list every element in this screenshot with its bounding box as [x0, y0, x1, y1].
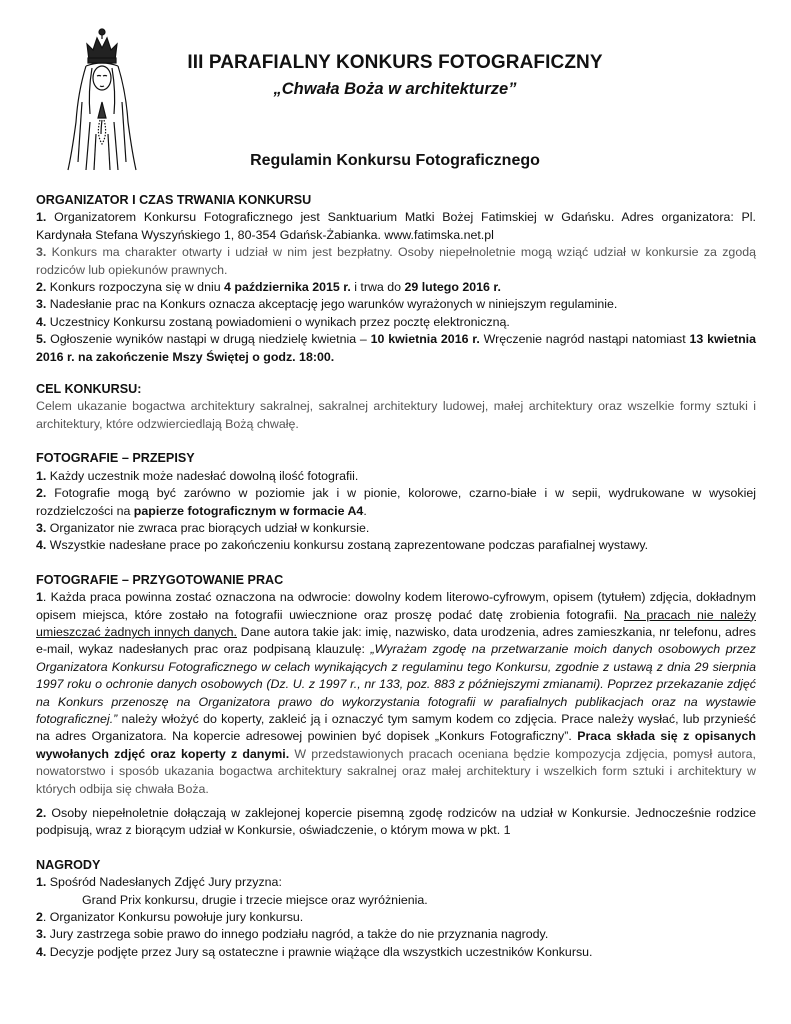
results-date: 10 kwietnia 2016 r.	[370, 332, 480, 347]
point-text: .	[363, 503, 367, 518]
consent-clause: „Wyrażam zgodę na przetwarzanie moich danych osobowych przez Organizatora Konkursu Fotograficznego w celach wynikających z regulaminu tego Konkursu, zgodnie z ustawą z dnia 29 sierpnia 1997 roku o ochronie danych osobowych (Dz. U. z 1997 r., nr 133, poz. 883 z późniejszymi zmianami). Poprzez przekazanie zdjęć na Konkurs przenoszę na Organizatora prawo do wykorzystania fotografii w parafialnych publikacjach oraz na wystawie fotograficznej.”	[36, 642, 756, 726]
section-heading-preparation: FOTOGRAFIE – PRZYGOTOWANIE PRAC	[36, 572, 284, 587]
point-number: 4.	[36, 944, 47, 959]
point-text: Jury zastrzega sobie prawo do innego podziału nagród, a także do nie przyznania nagrody.	[49, 927, 549, 942]
section-heading-goal: CEL KONKURSU:	[36, 382, 142, 397]
section-organizer	[36, 192, 756, 366]
point-number: 2.	[36, 486, 47, 501]
point-number: 3.	[36, 297, 47, 312]
section-heading-photo-rules: FOTOGRAFIE – PRZEPISY	[36, 451, 195, 466]
rules-point-2	[36, 485, 756, 520]
point-text: Konkurs rozpoczyna się w dniu	[49, 280, 225, 295]
point-text: Konkurs ma charakter otwarty i udział w nim jest bezpłatny. Osoby niepełnoletnie mogą wziąć udział w konkursie za zgodą rodziców lub opiekunów prawnych.	[36, 245, 756, 277]
point-text: . Każda praca powinna zostać oznaczona na odwrocie: dowolny kodem literowo-cyfrowym, opisem (tytułem) zdjęcia, dokładnym opisem miejsca, które zostało na fotografii uwiecznione oraz proszę podać datę zrobienia fotografii.	[36, 590, 756, 622]
preparation-point-1	[36, 589, 756, 798]
prizes-point-2	[36, 909, 756, 926]
contest-subtitle: „Chwała Boża w architekturze”	[273, 80, 517, 98]
goal-text: Celem ukazanie bogactwa architektury sakralnej, sakralnej architektury ludowej, małej architektury oraz wszelkie formy sztuki i architektury, które odzwierciedlają Bożą chwałę.	[36, 399, 756, 431]
regulations-title: Regulamin Konkursu Fotograficznego	[250, 152, 540, 169]
point-text: . Organizator Konkursu powołuje jury konkursu.	[42, 910, 304, 925]
prizes-point-4	[36, 944, 756, 961]
point-text: Nadesłanie prac na Konkurs oznacza akceptację jego warunków wyrażonych w niniejszym regulaminie.	[49, 297, 618, 312]
prizes-point-3	[36, 926, 756, 943]
point-text: Organizatorem Konkursu Fotograficznego jest Sanktuarium Matki Bożej Fatimskiej w Gdańsku. Adres organizatora: Pl. Kardynała Stefana Wyszyńskiego 1, 80-354 Gdańsk-Żabianka. www.fatimska.net.pl	[36, 210, 756, 242]
point-number: 3.	[36, 245, 47, 260]
point-number: 1.	[36, 875, 47, 890]
point-text: Wszystkie nadesłane prace po zakończeniu konkursu zostaną zaprezentowane podczas parafialnej wystawy.	[49, 538, 649, 553]
end-date: 29 lutego 2016 r.	[404, 280, 501, 295]
preparation-point-2	[36, 805, 756, 840]
point-text: Spośród Nadesłanych Zdjęć Jury przyzna:	[49, 875, 282, 890]
point-number: 3.	[36, 927, 47, 942]
point-text: W przedstawionych pracach oceniana będzie kompozycja zdjęcia, pomysł autora, nowatorstwo i sposób ukazania bogactwa architektury sakralnej oraz małej architektury i wszelkich form sztuki i architektury w których odbija się chwała Boża.	[36, 746, 756, 796]
organizer-point-4	[36, 314, 756, 331]
rules-point-4	[36, 537, 756, 554]
point-number: 2	[36, 910, 43, 925]
section-preparation	[36, 572, 756, 840]
point-text: należy włożyć do koperty, zakleić ją i oznaczyć tym samym kodem co zdjęcia. Prace należy wysłać, lub przynieść na adres Organizatora. Na kopercie adresowej powinien być dopisek „Konkurs Fotograficzny”.	[36, 711, 756, 744]
organizer-point-2	[36, 279, 756, 296]
point-number: 1	[36, 590, 43, 605]
paper-format: papierze fotograficznym w formacie A4	[133, 503, 364, 518]
rules-point-1	[36, 468, 756, 485]
organizer-point-3b	[36, 296, 756, 313]
point-text: Każdy uczestnik może nadesłać dowolną ilość fotografii.	[49, 468, 359, 483]
point-number: 1.	[36, 468, 47, 483]
point-text: Wręczenie nagród nastąpi natomiast	[479, 332, 690, 347]
madonna-logo-icon	[62, 22, 142, 172]
point-number: 2.	[36, 280, 47, 295]
point-text: Ogłoszenie wyników nastąpi w drugą niedzielę kwietnia –	[50, 332, 371, 347]
section-photo-rules	[36, 450, 756, 554]
rules-point-3	[36, 520, 756, 537]
section-heading-organizer: ORGANIZATOR I CZAS TRWANIA KONKURSU	[36, 193, 312, 207]
section-goal	[36, 381, 756, 433]
prizes-point-1	[36, 874, 756, 891]
point-text: Fotografie mogą być zarówno w poziomie jak i w pionie, kolorowe, czarno-białe i w sepii, wydrukowane w wysokiej rozdzielczości na	[36, 486, 756, 518]
organizer-point-1	[36, 209, 756, 244]
point-text: Uczestnicy Konkursu zostaną powiadomieni o wynikach przez pocztę elektroniczną.	[49, 314, 510, 329]
point-text: Osoby niepełnoletnie dołączają w zaklejonej kopercie pisemną zgodę rodziców na udział w Konkursie. Jednocześnie rodzice podpisują, wraz z biorącym udział w Konkursie, oświadczenie, o którym mowa w pkt. 1	[36, 806, 757, 838]
point-number: 5.	[36, 332, 47, 347]
point-text: Organizator nie zwraca prac biorących udział w konkursie.	[49, 520, 370, 535]
organizer-point-5	[36, 331, 756, 366]
organizer-point-3a	[36, 244, 756, 279]
point-number: 1.	[36, 210, 47, 225]
regulations-body	[36, 192, 756, 961]
point-number: 3.	[36, 520, 47, 535]
point-text: Decyzje podjęte przez Jury są ostateczne i prawnie wiążące dla wszystkich uczestników Konkursu.	[49, 944, 593, 959]
contest-title: III PARAFIALNY KONKURS FOTOGRAFICZNY	[187, 52, 603, 73]
point-number: 4.	[36, 538, 47, 553]
start-date: 4 października 2015 r.	[224, 280, 351, 295]
prizes-point-1-detail: Grand Prix konkursu, drugie i trzecie miejsce oraz wyróżnienia.	[82, 892, 428, 907]
work-composition: Praca składa się z opisanych wywołanych zdjęć oraz koperty z danymi.	[36, 729, 756, 761]
point-text: i trwa do	[350, 280, 405, 295]
point-number: 4.	[36, 314, 47, 329]
section-prizes	[36, 857, 756, 961]
point-text: Dane autora takie jak: imię, nazwisko, data urodzenia, adres zamieszkania, nr telefonu, adres e-mail, wykaz nadesłanych prac oraz podpisaną klauzulę:	[36, 624, 756, 657]
no-other-data-note: Na pracach nie należy umieszczać żadnych innych danych.	[36, 607, 756, 639]
section-heading-prizes: NAGRODY	[36, 857, 101, 872]
award-date: 13 kwietnia 2016 r. na zakończenie Mszy Świętej o godz. 18:00.	[36, 332, 756, 364]
point-number: 2.	[36, 806, 47, 820]
